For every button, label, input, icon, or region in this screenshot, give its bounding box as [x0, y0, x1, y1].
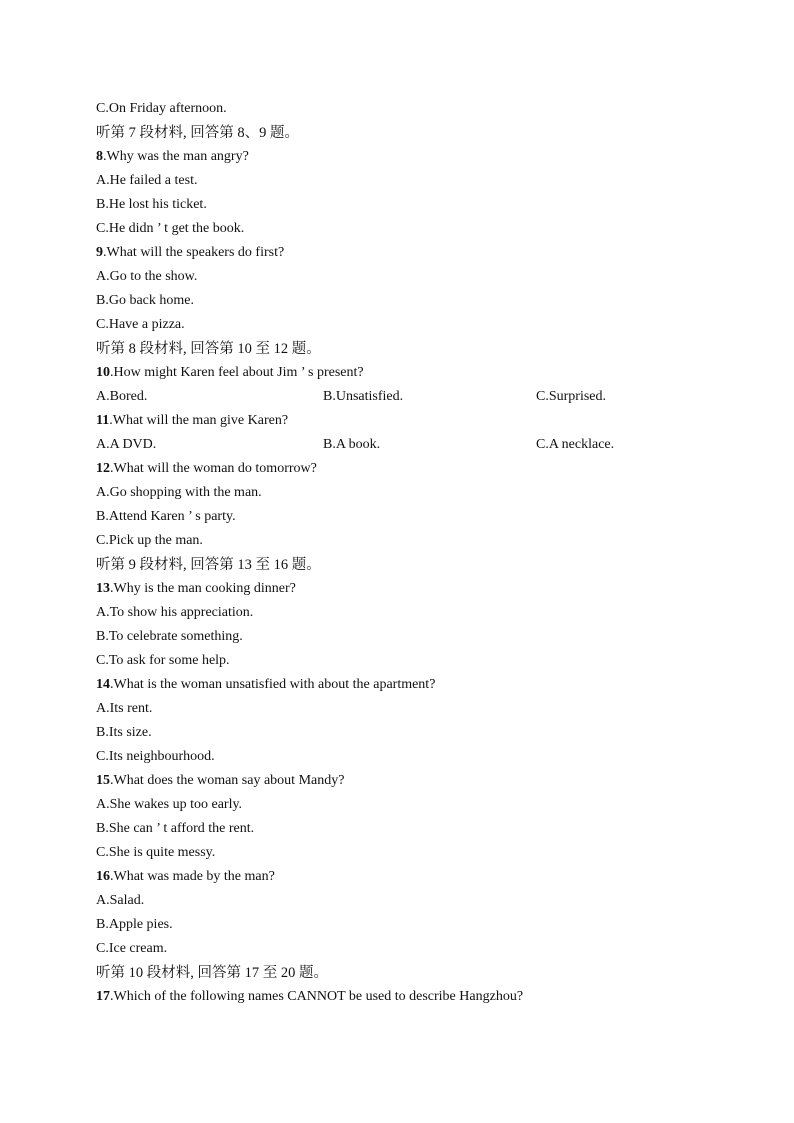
exam-page — [96, 97, 716, 1009]
option-line: B.She can ’ t afford the rent. — [96, 821, 255, 836]
option-line: C.On Friday afternoon. — [96, 101, 227, 116]
option-b: B.A book. — [323, 437, 381, 452]
question-number: 16 — [96, 869, 110, 884]
question-12 — [96, 457, 716, 481]
question-number: 8 — [96, 149, 103, 164]
question-text: .How might Karen feel about Jim ’ s present? — [110, 365, 364, 380]
option-line: B.Attend Karen ’ s party. — [96, 509, 236, 524]
section-heading: 听第 8 段材料, 回答第 10 至 12 题。 — [96, 341, 321, 357]
option-c: C.Surprised. — [536, 389, 606, 404]
option-b: B.Unsatisfied. — [323, 389, 404, 404]
option-row — [96, 385, 716, 409]
question-number: 9 — [96, 245, 103, 260]
question-number: 17 — [96, 989, 110, 1004]
section-heading: 听第 7 段材料, 回答第 8、9 题。 — [96, 125, 299, 141]
section-heading: 听第 10 段材料, 回答第 17 至 20 题。 — [96, 965, 328, 981]
option-line: C.To ask for some help. — [96, 653, 230, 668]
question-15 — [96, 769, 716, 793]
option-line: C.He didn ’ t get the book. — [96, 221, 245, 236]
question-17 — [96, 985, 716, 1009]
question-number: 15 — [96, 773, 110, 788]
option-line: C.Ice cream. — [96, 941, 168, 956]
question-text: .Why is the man cooking dinner? — [110, 581, 296, 596]
option-line: A.To show his appreciation. — [96, 605, 254, 620]
question-number: 10 — [96, 365, 110, 380]
option-a: A.Bored. — [96, 389, 148, 404]
option-line: A.Go to the show. — [96, 269, 198, 284]
option-a: A.A DVD. — [96, 437, 157, 452]
question-number: 12 — [96, 461, 110, 476]
option-line: C.She is quite messy. — [96, 845, 216, 860]
question-text: .What will the man give Karen? — [109, 413, 289, 428]
option-line: A.Go shopping with the man. — [96, 485, 262, 500]
option-line: B.To celebrate something. — [96, 629, 243, 644]
question-8 — [96, 145, 716, 169]
option-row — [96, 433, 716, 457]
question-14 — [96, 673, 716, 697]
option-line: B.Its size. — [96, 725, 152, 740]
option-line: C.Pick up the man. — [96, 533, 203, 548]
option-c: C.A necklace. — [536, 437, 615, 452]
question-11 — [96, 409, 716, 433]
question-number: 11 — [96, 413, 110, 428]
question-text: .What will the speakers do first? — [103, 245, 285, 260]
question-text: .Why was the man angry? — [103, 149, 249, 164]
option-line: C.Its neighbourhood. — [96, 749, 215, 764]
question-text: .What was made by the man? — [110, 869, 275, 884]
section-heading: 听第 9 段材料, 回答第 13 至 16 题。 — [96, 557, 321, 573]
question-text: .What does the woman say about Mandy? — [110, 773, 345, 788]
question-16 — [96, 865, 716, 889]
option-line: C.Have a pizza. — [96, 317, 185, 332]
option-line: B.He lost his ticket. — [96, 197, 207, 212]
option-line: A.He failed a test. — [96, 173, 198, 188]
question-text: .Which of the following names CANNOT be used to describe Hangzhou? — [110, 989, 524, 1004]
option-line: A.Salad. — [96, 893, 145, 908]
option-line: B.Apple pies. — [96, 917, 173, 932]
question-text: .What is the woman unsatisfied with about the apartment? — [110, 677, 436, 692]
option-line: A.She wakes up too early. — [96, 797, 243, 812]
question-number: 14 — [96, 677, 110, 692]
option-line: A.Its rent. — [96, 701, 153, 716]
question-9 — [96, 241, 716, 265]
question-13 — [96, 577, 716, 601]
question-number: 13 — [96, 581, 110, 596]
option-line: B.Go back home. — [96, 293, 194, 308]
question-text: .What will the woman do tomorrow? — [110, 461, 317, 476]
question-10 — [96, 361, 716, 385]
